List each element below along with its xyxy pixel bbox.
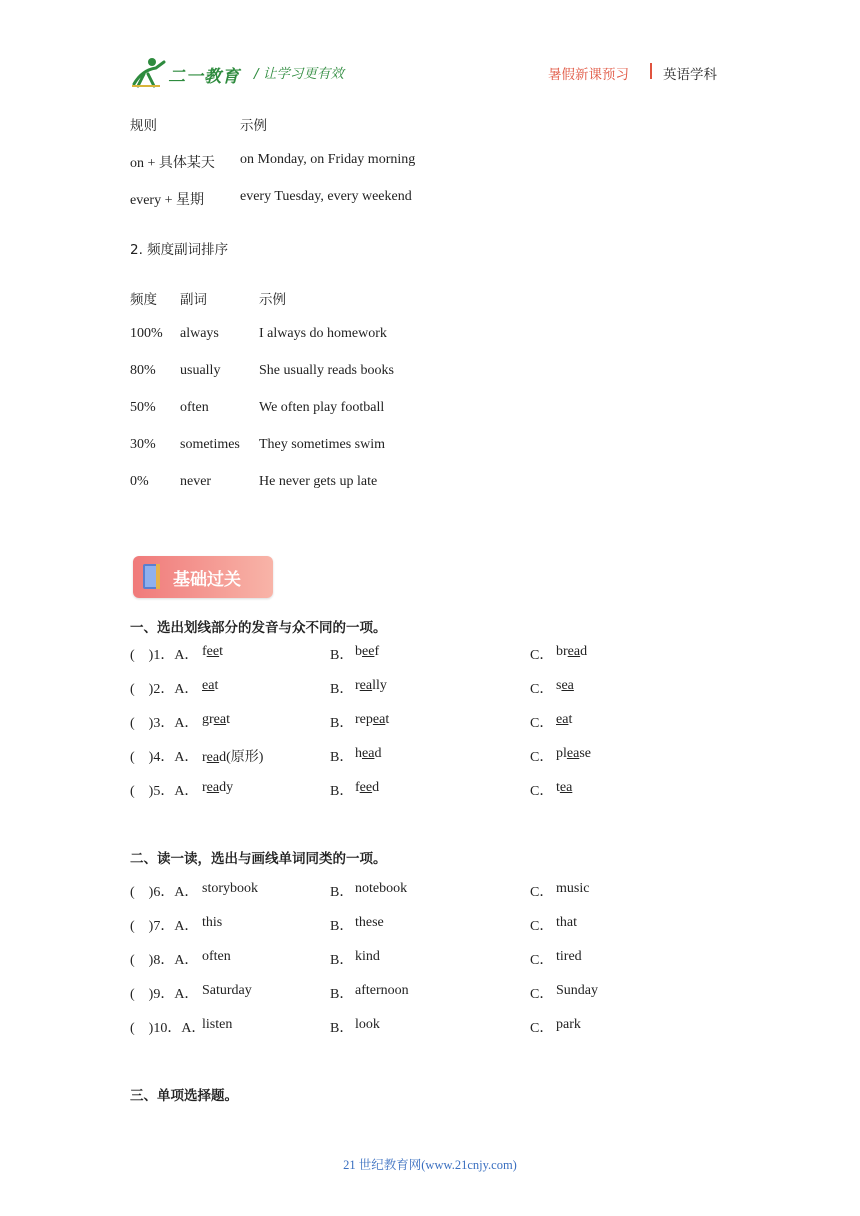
underlined-letters: ea [566, 746, 580, 761]
underlined-letters: ea [202, 678, 215, 693]
freq-percent: 50% [130, 400, 156, 415]
option-c: bread [556, 644, 588, 659]
freq-percent: 80% [130, 363, 156, 378]
underlined-letters: ee [359, 780, 373, 795]
logo-text: 二一教育 [168, 67, 240, 87]
underlined-letters: ee [206, 644, 220, 659]
underlined-letters: ea [559, 780, 573, 795]
freq-header: 示例 [259, 292, 286, 308]
option-a: eat [202, 678, 219, 693]
option-label: C． [530, 885, 554, 900]
option-b: really [355, 678, 387, 693]
option-c: tired [556, 949, 582, 964]
question-number: ( )2．A． [130, 682, 199, 697]
section-badge [133, 556, 273, 598]
part2-title: 二、读一读，选出与画线单词同类的一项。 [130, 851, 387, 867]
option-label: C． [530, 750, 554, 765]
part1-title: 一、选出划线部分的发音与众不同的一项。 [130, 620, 387, 636]
option-a: feet [202, 644, 223, 659]
question-number: ( )8．A． [130, 953, 199, 968]
option-label: C． [530, 716, 554, 731]
option-label: C． [530, 987, 554, 1002]
option-label: C． [530, 682, 554, 697]
option-c: that [556, 915, 577, 930]
freq-adverb: often [180, 400, 209, 415]
option-a: storybook [202, 881, 258, 896]
option-b: notebook [355, 881, 408, 896]
logo [130, 56, 240, 90]
option-b: look [355, 1017, 380, 1032]
rule-row-example: on Monday, on Friday morning [240, 152, 416, 167]
rule-header-rule: 规则 [130, 118, 157, 134]
option-label: C． [530, 1021, 554, 1036]
option-label: C． [530, 953, 554, 968]
option-label: B． [330, 784, 354, 799]
question-number: ( )6．A． [130, 885, 199, 900]
option-b: feed [355, 780, 380, 795]
option-b: repeat [355, 712, 390, 727]
freq-adverb: never [180, 474, 212, 489]
freq-example: He never gets up late [259, 474, 378, 489]
option-label: B． [330, 953, 354, 968]
book-icon [141, 562, 163, 592]
option-label: B． [330, 987, 354, 1002]
question-number: ( )1．A． [130, 648, 199, 663]
part3-title: 三、单项选择题。 [130, 1088, 238, 1104]
option-label: B． [330, 648, 354, 663]
option-b: these [355, 915, 384, 930]
underlined-letters: ea [561, 678, 574, 693]
underlined-letters: ee [362, 644, 375, 659]
freq-percent: 0% [130, 474, 149, 489]
underlined-letters: ea [359, 678, 373, 693]
question-number: ( )9．A． [130, 987, 199, 1002]
freq-adverb: sometimes [180, 437, 240, 452]
option-label: B． [330, 1021, 354, 1036]
question-number: ( )10．A． [130, 1021, 206, 1036]
footer-text: 21 世纪教育网(www.21cnjy.com) [343, 1158, 517, 1172]
option-c: music [556, 881, 590, 896]
option-a: this [202, 915, 223, 930]
option-b: beef [355, 644, 380, 659]
underlined-letters: ea [556, 712, 569, 727]
option-c: please [556, 746, 591, 761]
underlined-letters: ea [206, 750, 220, 765]
question-number: ( )5．A． [130, 784, 199, 799]
option-b: head [355, 746, 382, 761]
option-c: tea [556, 780, 573, 795]
option-label: C． [530, 919, 554, 934]
rule-header-example: 示例 [240, 118, 267, 134]
option-a: read(原形) [202, 750, 264, 765]
option-label: B． [330, 682, 354, 697]
option-c: eat [556, 712, 573, 727]
option-a: ready [202, 780, 234, 795]
option-c: park [556, 1017, 581, 1032]
option-a: Saturday [202, 983, 252, 998]
option-b: afternoon [355, 983, 409, 998]
running-man-icon [130, 56, 170, 90]
option-a: great [202, 712, 230, 727]
option-label: C． [530, 784, 554, 799]
subject-title: 英语学科 [663, 67, 717, 83]
option-label: B． [330, 750, 354, 765]
underlined-letters: ea [213, 712, 227, 727]
option-label: B． [330, 716, 354, 731]
section-title: 2. 频度副词排序 [130, 242, 229, 258]
freq-header: 副词 [180, 292, 207, 308]
option-label: C． [530, 648, 554, 663]
freq-adverb: usually [180, 363, 221, 378]
option-a: listen [202, 1017, 233, 1032]
freq-example: They sometimes swim [259, 437, 385, 452]
rule-row-rule: every + 星期 [130, 193, 204, 208]
question-number: ( )7．A． [130, 919, 199, 934]
question-number: ( )4．A． [130, 750, 199, 765]
badge-label: 基础过关 [173, 570, 241, 590]
freq-example: We often play football [259, 400, 385, 415]
underlined-letters: ea [372, 712, 386, 727]
freq-adverb: always [180, 326, 219, 341]
freq-header: 频度 [130, 292, 157, 308]
question-number: ( )3．A． [130, 716, 199, 731]
freq-example: She usually reads books [259, 363, 394, 378]
header-divider [650, 63, 652, 79]
option-c: Sunday [556, 983, 598, 998]
option-a: often [202, 949, 231, 964]
underlined-letters: ea [567, 644, 581, 659]
option-label: B． [330, 885, 354, 900]
underlined-letters: ea [362, 746, 375, 761]
rule-row-example: every Tuesday, every weekend [240, 189, 412, 204]
underlined-letters: ea [206, 780, 220, 795]
slogan: / 让学习更有效 [254, 66, 344, 82]
option-c: sea [556, 678, 574, 693]
freq-percent: 100% [130, 326, 163, 341]
freq-percent: 30% [130, 437, 156, 452]
option-label: B． [330, 919, 354, 934]
course-title: 暑假新课预习 [548, 67, 629, 83]
freq-example: I always do homework [259, 326, 387, 341]
option-b: kind [355, 949, 380, 964]
rule-row-rule: on + 具体某天 [130, 156, 215, 171]
